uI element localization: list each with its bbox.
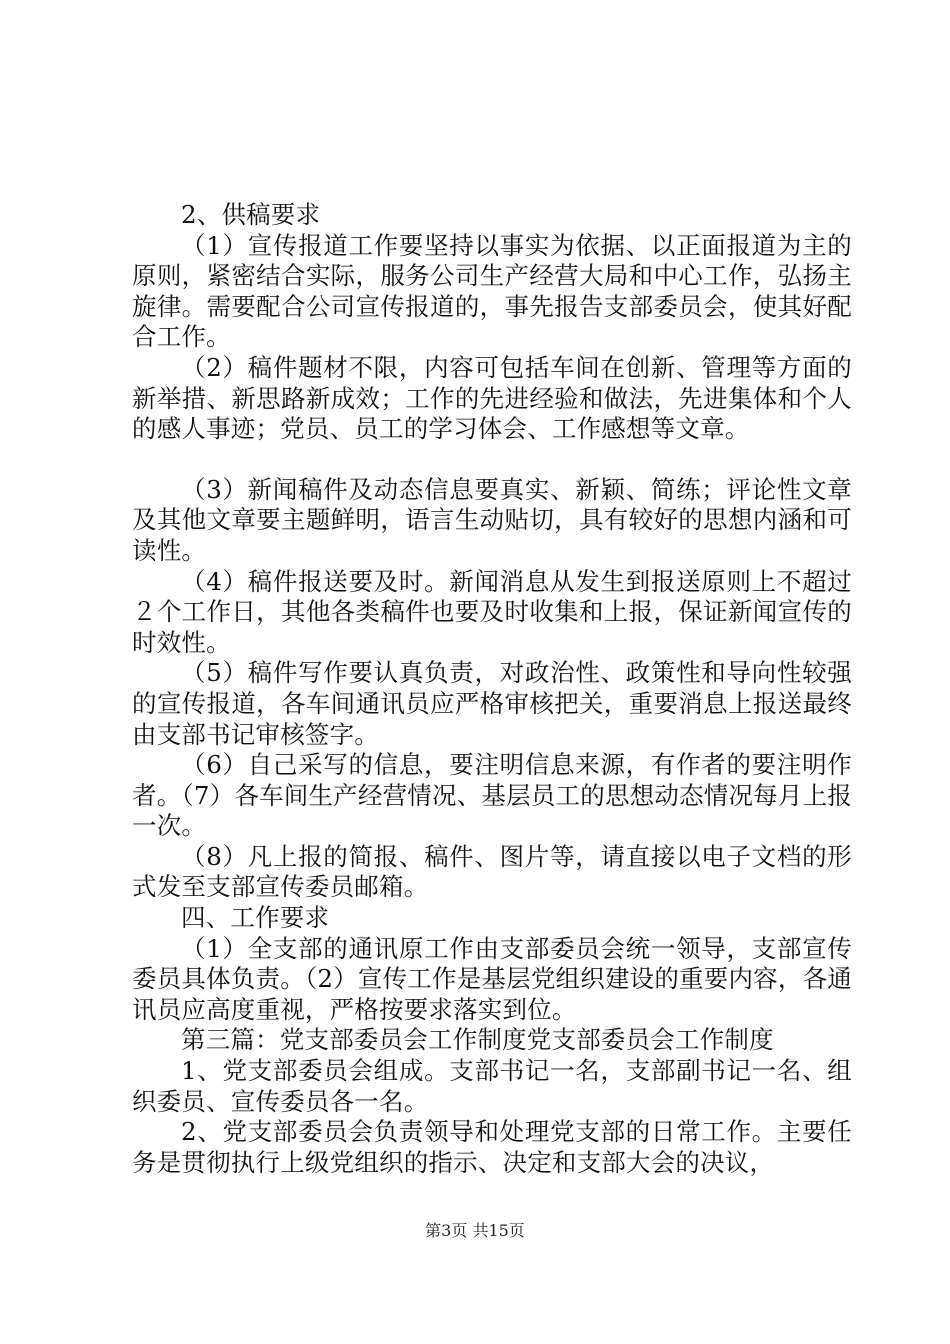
paragraph-committee-composition: 1、党支部委员会组成。支部书记一名，支部副书记一名、组织委员、宣传委员各一名。	[132, 1056, 852, 1116]
paragraph-requirement-4: （4）稿件报送要及时。新闻消息从发生到报送原则上不超过２个工作日，其他各类稿件也要及时收集和上报，保证新闻宣传的时效性。	[132, 566, 852, 657]
paragraph-requirement-2: （2）稿件题材不限，内容可包括车间在创新、管理等方面的新举措、新思路新成效；工作的先进经验和做法，先进集体和个人的感人事迹；党员、员工的学习体会、工作感想等文章。	[132, 352, 852, 444]
paragraph-requirement-3: （3）新闻稿件及动态信息要真实、新颖、简练；评论性文章及其他文章要主题鲜明，语言生动贴切，具有较好的思想内涵和可读性。	[132, 474, 852, 565]
paragraph-work-requirements: （1）全支部的通讯原工作由支部委员会统一领导，支部宣传委员具体负责。（2）宣传工作是基层党组织建设的重要内容，各通讯员应高度重视，严格按要求落实到位。	[132, 933, 852, 1024]
paragraph-committee-duties: 2、党支部委员会负责领导和处理党支部的日常工作。主要任务是贯彻执行上级党组织的指示、决定和支部大会的决议，	[132, 1117, 852, 1177]
document-body	[132, 200, 852, 1178]
section-heading-submission-requirements: 2、供稿要求	[181, 200, 321, 229]
section-heading-work-requirements: 四、工作要求	[181, 903, 330, 933]
page-number-footer: 第3页 共15页	[425, 1221, 525, 1240]
paragraph-requirement-1: （1）宣传报道工作要坚持以事实为依据、以正面报道为主的原则，紧密结合实际，服务公司生产经营大局和中心工作，弘扬主旋律。需要配合公司宣传报道的，事先报告支部委员会，使其好配合工作。	[132, 230, 852, 352]
paragraph-requirement-5: （5）稿件写作要认真负责，对政治性、政策性和导向性较强的宣传报道，各车间通讯员应严格审核把关，重要消息上报送最终由支部书记审核签字。	[132, 658, 852, 749]
chapter-heading-part-three: 第三篇：党支部委员会工作制度党支部委员会工作制度	[181, 1025, 774, 1055]
paragraph-requirement-8: （8）凡上报的简报、稿件、图片等，请直接以电子文档的形式发至支部宣传委员邮箱。	[132, 841, 852, 902]
paragraph-requirement-6-7: （6）自己采写的信息，要注明信息来源，有作者的要注明作者。（7）各车间生产经营情况、基层员工的思想动态情况每月上报一次。	[132, 750, 852, 841]
